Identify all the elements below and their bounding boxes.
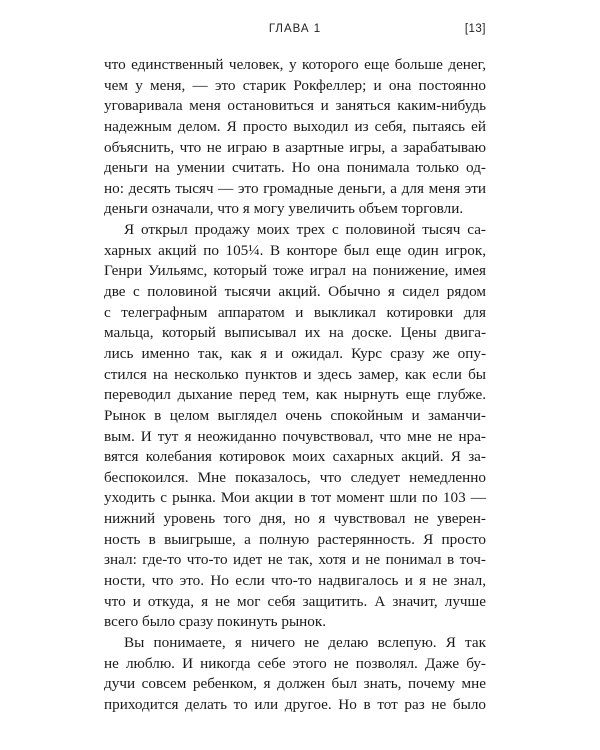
paragraph — [104, 633, 486, 716]
text-line: переводил дыхание перед тем, как нырнуть еще глубже. — [104, 386, 486, 404]
text-line: беспокоился. Мне показалось, что следует немедленно — [104, 468, 486, 486]
text-line: мальца, который выписывал их на доске. Цены двига- — [104, 324, 486, 342]
paragraph — [104, 55, 486, 220]
text-line: вятся колебания котировок моих сахарных акций. Я за- — [104, 448, 486, 466]
text-line: вым. И тут я неожиданно почувствовал, что мне не нра- — [104, 427, 486, 445]
page-number: [13] — [464, 23, 486, 35]
text-line: ность в выигрыше, а полную растерянность. Я просто — [104, 530, 486, 548]
text-line: лись именно так, как я и ожидал. Курс сразу же опу- — [104, 344, 486, 362]
running-header — [104, 20, 486, 38]
text-line: чем у меня, — это старик Рокфеллер; и она постоянно — [104, 76, 486, 94]
text-line: две с половиной тысячи акций. Обычно я сидел рядом — [104, 283, 486, 301]
text-line: Я открыл продажу моих трех с половиной тысяч са- — [124, 221, 486, 239]
text-line: уходить с рынка. Мои акции в тот момент шли по 103 — — [104, 489, 486, 507]
text-line: знал: где-то что-то идет не так, хотя и не понимал в точ- — [104, 551, 486, 569]
text-line: Вы понимаете, я ничего не делаю вслепую. Я так — [124, 633, 486, 651]
text-line: Генри Уильямс, который тоже играл на понижение, имея — [104, 262, 486, 280]
text-line: всего было сразу покинуть рынок. — [104, 613, 327, 631]
text-line: Рынок в целом выглядел очень спокойным и заманчи- — [104, 406, 486, 424]
text-line: ности, что это. Но если что-то надвигалось и я не знал, — [104, 572, 486, 590]
text-line: что единственный человек, у которого еще больше денег, — [104, 56, 486, 73]
text-line: приходится делать то или другое. Но в тот раз не было — [104, 695, 486, 713]
text-line: что и откуда, я не мог себя защитить. А значит, лучше — [104, 592, 486, 610]
text-line: с телеграфным аппаратом и выкликал котировки для — [104, 303, 486, 321]
text-line: надежным делом. Я просто выходил из себя, пытаясь ей — [104, 117, 486, 135]
text-line: не люблю. И никогда себе этого не позволял. Даже бу- — [104, 654, 486, 672]
text-line: деньги означали, что я могу увеличить объем торговли. — [104, 200, 464, 218]
text-line: деньги на умении считать. Но она понимала только од- — [104, 159, 486, 177]
text-line: объяснить, что не играю в азартные игры, а зарабатываю — [104, 138, 486, 156]
page-body — [104, 55, 486, 716]
text-line: стился на несколько пунктов и здесь замер, как если бы — [104, 365, 486, 383]
text-line: уговаривала меня остановиться и заняться каким-нибудь — [104, 97, 486, 115]
chapter-title: ГЛАВА 1 — [268, 23, 322, 35]
text-line: дучи совсем ребенком, я должен был знать, почему мне — [104, 675, 486, 693]
text-line: харных акций по 105¼. В конторе был еще один игрок, — [104, 241, 486, 259]
paragraph — [104, 220, 486, 633]
text-line: нижний уровень того дня, но я чувствовал не уверен- — [104, 510, 486, 528]
text-line: но: десять тысяч — это громадные деньги, а для меня эти — [104, 179, 486, 197]
